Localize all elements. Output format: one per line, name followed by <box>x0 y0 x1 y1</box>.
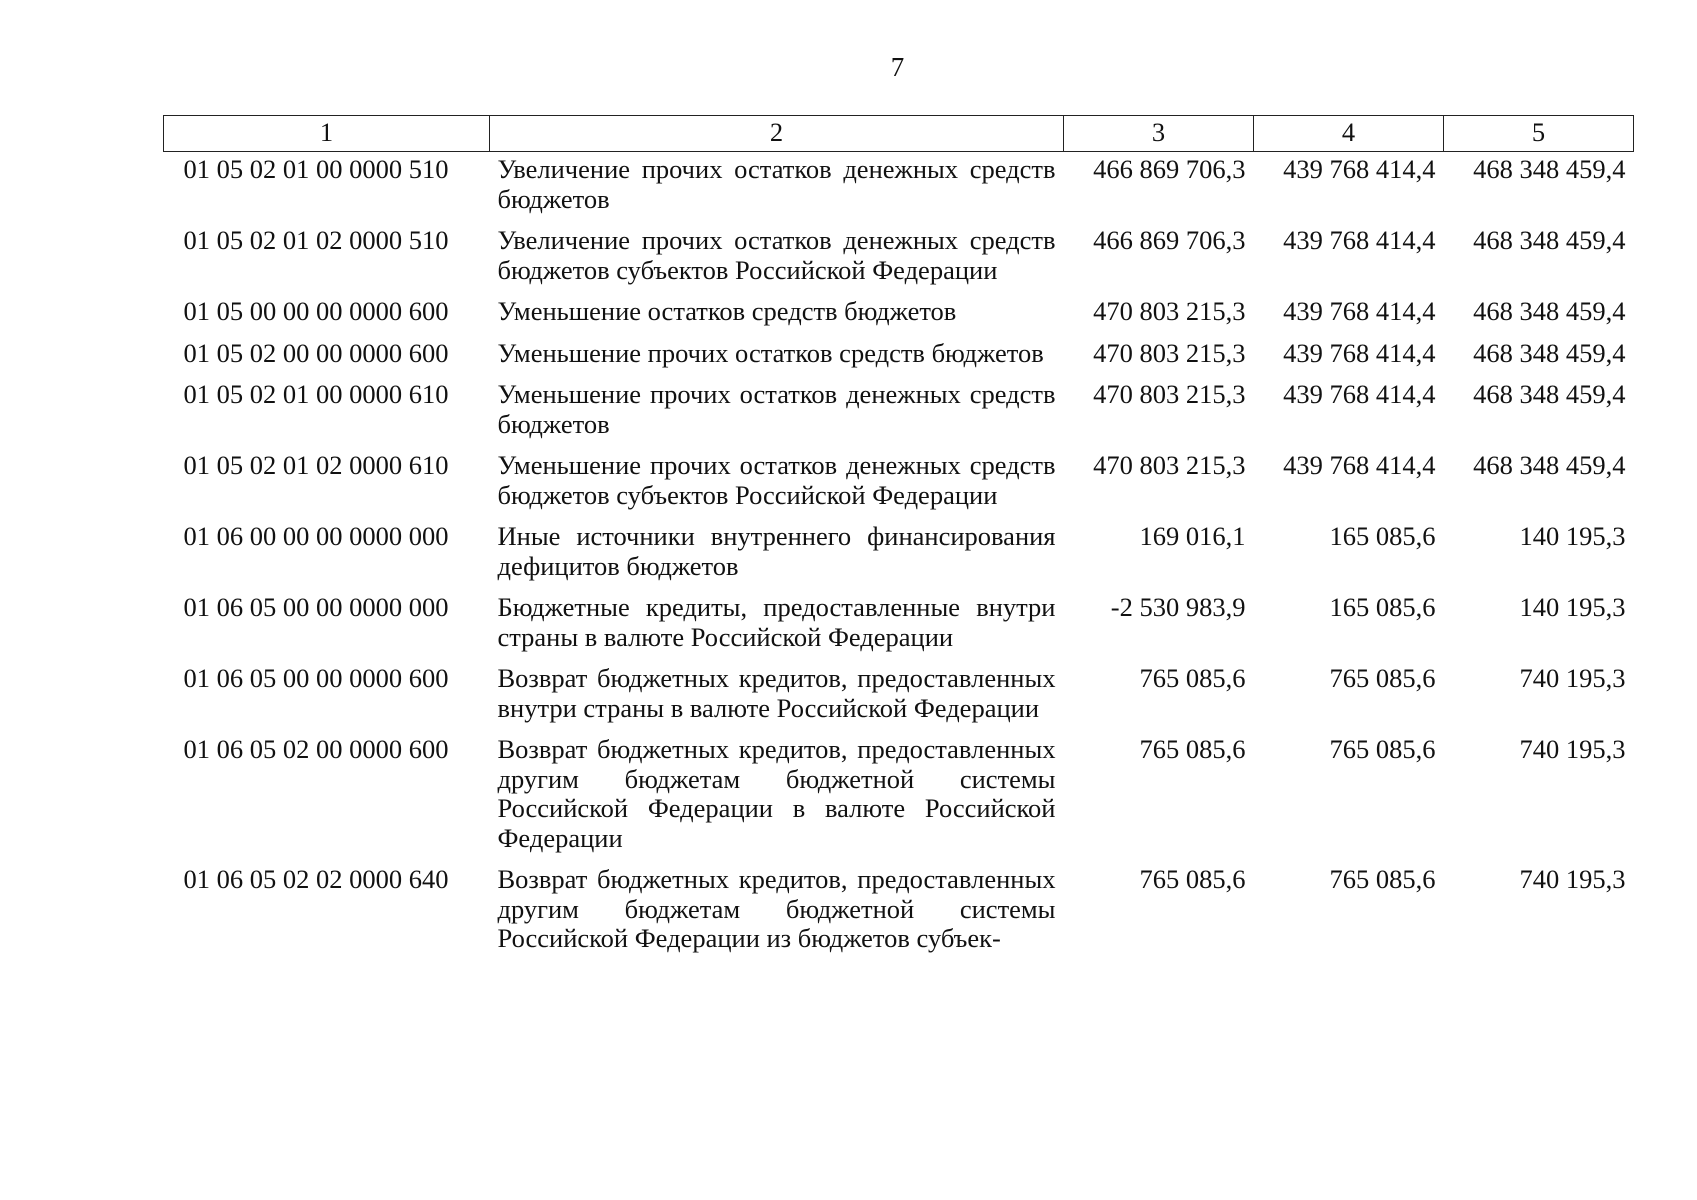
row-value-col4: 765 085,6 <box>1329 663 1436 693</box>
row-value-col4: 439 768 414,4 <box>1283 379 1436 409</box>
page-number: 7 <box>890 52 905 82</box>
row-value-col3: 466 869 706,3 <box>1093 154 1246 184</box>
row-code: 01 05 02 01 02 0000 610 <box>183 450 449 480</box>
table-row <box>164 516 1634 587</box>
row-code: 01 06 05 00 00 0000 000 <box>183 592 449 622</box>
row-value-col4: 439 768 414,4 <box>1283 296 1436 326</box>
column-header-1: 1 <box>164 116 490 152</box>
table-row <box>164 152 1634 221</box>
row-value-col5: 468 348 459,4 <box>1473 225 1626 255</box>
row-name: Увеличение прочих остатков денежных средств бюджетов <box>497 154 1056 214</box>
row-code: 01 05 00 00 00 0000 600 <box>183 296 449 326</box>
row-value-col5: 140 195,3 <box>1519 592 1626 622</box>
row-value-col4: 765 085,6 <box>1329 734 1436 764</box>
row-value-col3: 169 016,1 <box>1139 521 1246 551</box>
row-value-col5: 740 195,3 <box>1519 734 1626 764</box>
row-value-col5: 468 348 459,4 <box>1473 450 1626 480</box>
row-value-col4: 165 085,6 <box>1329 592 1436 622</box>
table-body <box>164 152 1634 960</box>
row-value-col3: -2 530 983,9 <box>1110 592 1246 622</box>
table-row <box>164 587 1634 658</box>
row-value-col5: 468 348 459,4 <box>1473 154 1626 184</box>
row-value-col3: 765 085,6 <box>1139 663 1246 693</box>
row-name: Бюджетные кредиты, предоставленные внутри страны в валюте Российской Федерации <box>497 592 1056 652</box>
table-header <box>164 116 1634 152</box>
row-code: 01 05 02 01 02 0000 510 <box>183 225 449 255</box>
row-value-col3: 466 869 706,3 <box>1093 225 1246 255</box>
row-value-col4: 165 085,6 <box>1329 521 1436 551</box>
row-name: Увеличение прочих остатков денежных средств бюджетов субъектов Российской Федерации <box>497 225 1056 285</box>
row-value-col3: 765 085,6 <box>1139 734 1246 764</box>
table-row <box>164 729 1634 859</box>
table-row <box>164 291 1634 333</box>
row-value-col4: 439 768 414,4 <box>1283 225 1436 255</box>
row-value-col5: 468 348 459,4 <box>1473 337 1626 368</box>
row-value-col4: 439 768 414,4 <box>1283 337 1436 368</box>
row-value-col5: 740 195,3 <box>1519 864 1626 894</box>
row-code: 01 05 02 00 00 0000 600 <box>183 337 449 368</box>
row-name: Возврат бюджетных кредитов, предоставленных другим бюджетам бюджетной системы Российской Федерации из бюджетов субъек- <box>497 864 1056 953</box>
row-value-col5: 468 348 459,4 <box>1473 296 1626 326</box>
table-row <box>164 859 1634 960</box>
row-value-col3: 470 803 215,3 <box>1093 337 1246 368</box>
row-value-col3: 765 085,6 <box>1139 864 1246 894</box>
row-code: 01 05 02 01 00 0000 510 <box>183 154 449 184</box>
table-row <box>164 658 1634 729</box>
row-value-col3: 470 803 215,3 <box>1093 450 1246 480</box>
row-name: Уменьшение остатков средств бюджетов <box>497 296 957 326</box>
row-value-col3: 470 803 215,3 <box>1093 296 1246 326</box>
column-header-4: 4 <box>1254 116 1444 152</box>
table-row <box>164 333 1634 375</box>
row-name: Возврат бюджетных кредитов, предоставленных внутри страны в валюте Российской Федерации <box>497 663 1056 723</box>
row-value-col4: 765 085,6 <box>1329 864 1436 894</box>
row-code: 01 06 05 02 00 0000 600 <box>183 734 449 764</box>
row-value-col4: 439 768 414,4 <box>1283 154 1436 184</box>
column-header-2: 2 <box>490 116 1064 152</box>
row-value-col5: 140 195,3 <box>1519 521 1626 551</box>
table-row <box>164 445 1634 516</box>
row-name: Уменьшение прочих остатков денежных средств бюджетов <box>497 379 1056 439</box>
column-header-5: 5 <box>1444 116 1634 152</box>
row-name: Возврат бюджетных кредитов, предоставленных другим бюджетам бюджетной системы Российской Федерации в валюте Российской Федерации <box>497 734 1056 853</box>
row-value-col4: 439 768 414,4 <box>1283 450 1436 480</box>
row-name: Иные источники внутреннего финансирования дефицитов бюджетов <box>497 521 1056 581</box>
row-name: Уменьшение прочих остатков средств бюджетов <box>497 337 1044 368</box>
table-row <box>164 220 1634 291</box>
table-header-row <box>164 116 1634 152</box>
row-code: 01 06 00 00 00 0000 000 <box>183 521 449 551</box>
row-value-col5: 468 348 459,4 <box>1473 379 1626 409</box>
row-code: 01 05 02 01 00 0000 610 <box>183 379 449 409</box>
budget-sources-table <box>163 115 1634 960</box>
row-name: Уменьшение прочих остатков денежных средств бюджетов субъектов Российской Федерации <box>497 450 1056 510</box>
row-code: 01 06 05 00 00 0000 600 <box>183 663 449 693</box>
row-value-col5: 740 195,3 <box>1519 663 1626 693</box>
table-row <box>164 374 1634 445</box>
column-header-3: 3 <box>1064 116 1254 152</box>
row-code: 01 06 05 02 02 0000 640 <box>183 864 449 894</box>
row-value-col3: 470 803 215,3 <box>1093 379 1246 409</box>
